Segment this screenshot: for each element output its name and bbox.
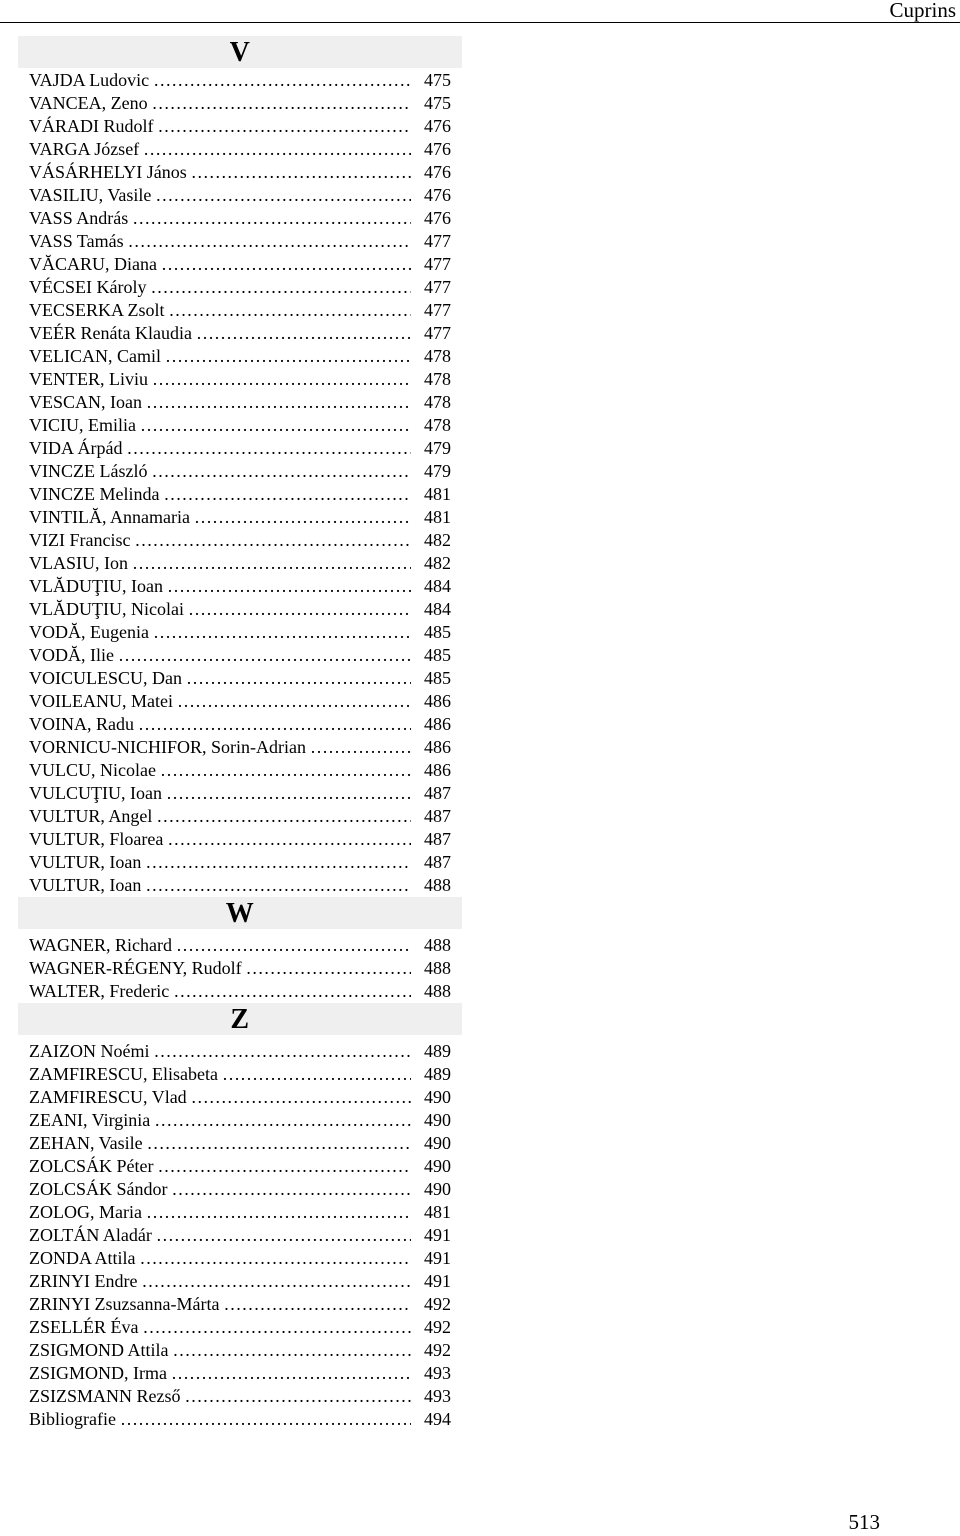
toc-entry-name: VÁSÁRHELYI János — [29, 162, 187, 182]
page-number: 513 — [848, 1510, 880, 1534]
toc-entry-name: VASS Tamás — [29, 231, 124, 251]
dot-leader — [187, 161, 411, 184]
toc-entry-name: ZSIZSMANN Rezső — [29, 1386, 181, 1406]
dot-leader — [157, 253, 411, 276]
toc-entry-page: 489 — [424, 1041, 451, 1061]
toc-entry-page: 485 — [424, 668, 451, 688]
toc-entry-name: VIDA Árpád — [29, 438, 123, 458]
toc-entry-page: 476 — [424, 162, 451, 182]
toc-entry-name: WAGNER, Richard — [29, 935, 172, 955]
toc-entry[interactable] — [18, 874, 462, 897]
dot-leader — [137, 1270, 411, 1293]
dot-leader — [165, 299, 411, 322]
toc-entry-name: VULTUR, Ioan — [29, 852, 142, 872]
section-letter-heading: W — [18, 897, 462, 929]
dot-leader — [163, 828, 411, 851]
toc-entry-page: 484 — [424, 576, 451, 596]
toc-entry[interactable] — [18, 1293, 462, 1316]
dot-leader — [162, 782, 411, 805]
dot-leader — [173, 690, 411, 713]
toc-entry-name: ZOLOG, Maria — [29, 1202, 142, 1222]
toc-entry[interactable] — [18, 69, 462, 92]
toc-entry[interactable] — [18, 1316, 462, 1339]
dot-leader — [152, 1224, 411, 1247]
dot-leader — [156, 759, 411, 782]
dot-leader — [159, 483, 411, 506]
toc-entry[interactable] — [18, 851, 462, 874]
toc-entry-name: ZSELLÉR Éva — [29, 1317, 139, 1337]
toc-entry[interactable] — [18, 322, 462, 345]
toc-entry-page: 485 — [424, 622, 451, 642]
dot-leader — [116, 1408, 411, 1431]
dot-leader — [154, 1155, 412, 1178]
toc-entry[interactable] — [18, 276, 462, 299]
toc-entry[interactable] — [18, 1339, 462, 1362]
toc-entry-page: 476 — [424, 208, 451, 228]
dot-leader — [136, 1247, 412, 1270]
dot-leader — [169, 1339, 412, 1362]
toc-entry[interactable] — [18, 759, 462, 782]
toc-entry-name: VELICAN, Camil — [29, 346, 161, 366]
toc-entry[interactable] — [18, 253, 462, 276]
dot-leader — [219, 1293, 411, 1316]
toc-entry[interactable] — [18, 934, 462, 957]
toc-entry[interactable] — [18, 575, 462, 598]
toc-entry[interactable] — [18, 957, 462, 980]
dot-leader — [184, 598, 411, 621]
toc-entry-page: 476 — [424, 116, 451, 136]
toc-entry[interactable] — [18, 437, 462, 460]
dot-leader — [306, 736, 411, 759]
toc-entry-page: 492 — [424, 1294, 451, 1314]
toc-entry[interactable] — [18, 345, 462, 368]
toc-entry-name: ZOLCSÁK Sándor — [29, 1179, 168, 1199]
toc-entry-name: ZRINYI Zsuzsanna-Márta — [29, 1294, 220, 1314]
toc-entry-name: VORNICU-NICHIFOR, Sorin-Adrian — [29, 737, 306, 757]
toc-entry-name: VINTILĂ, Annamaria — [29, 507, 190, 527]
dot-leader — [130, 529, 411, 552]
toc-entry-page: 487 — [424, 783, 451, 803]
dot-leader — [167, 1362, 411, 1385]
toc-entry-name: VANCEA, Zeno — [29, 93, 148, 113]
toc-entry-name: VARGA József — [29, 139, 140, 159]
toc-entry-page: 489 — [424, 1064, 451, 1084]
toc-entry[interactable] — [18, 230, 462, 253]
toc-entry-name: ZRINYI Endre — [29, 1271, 138, 1291]
toc-entry[interactable] — [18, 207, 462, 230]
toc-entry-name: VÉCSEI Károly — [29, 277, 147, 297]
dot-leader — [124, 230, 411, 253]
dot-leader — [152, 805, 411, 828]
page-header-title: Cuprins — [889, 0, 956, 22]
dot-leader — [242, 957, 411, 980]
toc-entry-name: ZAMFIRESCU, Elisabeta — [29, 1064, 218, 1084]
toc-entry-page: 490 — [424, 1087, 451, 1107]
toc-entry[interactable] — [18, 667, 462, 690]
dot-leader — [138, 1316, 411, 1339]
toc-entry[interactable] — [18, 115, 462, 138]
toc-entry-name: VAJDA Ludovic — [29, 70, 150, 90]
toc-entry-name: WALTER, Frederic — [29, 981, 170, 1001]
toc-entry-page: 492 — [424, 1340, 451, 1360]
toc-entry-page: 476 — [424, 139, 451, 159]
toc-entry-page: 477 — [424, 254, 451, 274]
toc-entry-name: VLĂDUŢIU, Nicolai — [29, 599, 184, 619]
toc-entry[interactable] — [18, 299, 462, 322]
toc-entry-page: 481 — [424, 1202, 451, 1222]
toc-entry-page: 478 — [424, 392, 451, 412]
section-letter-heading: Z — [18, 1003, 462, 1035]
dot-leader — [122, 437, 411, 460]
dot-leader — [146, 276, 411, 299]
toc-entry-page: 490 — [424, 1110, 451, 1130]
toc-entry[interactable] — [18, 980, 462, 1003]
toc-entry-name: VIZI Francisc — [29, 530, 131, 550]
toc-entry[interactable] — [18, 92, 462, 115]
toc-entry-page: 478 — [424, 346, 451, 366]
toc-entry-page: 493 — [424, 1386, 451, 1406]
toc-entry-name: VOINA, Radu — [29, 714, 134, 734]
toc-entry[interactable] — [18, 1109, 462, 1132]
toc-entry[interactable] — [18, 1201, 462, 1224]
dot-leader — [190, 506, 411, 529]
toc-entry[interactable] — [18, 414, 462, 437]
toc-entry[interactable] — [18, 1155, 462, 1178]
toc-entry[interactable] — [18, 805, 462, 828]
dot-leader — [218, 1063, 411, 1086]
toc-entry[interactable] — [18, 1040, 462, 1063]
dot-leader — [141, 874, 411, 897]
toc-entry-name: ZAIZON Noémi — [29, 1041, 150, 1061]
toc-entry[interactable] — [18, 391, 462, 414]
dot-leader — [136, 414, 411, 437]
toc-entry[interactable] — [18, 1224, 462, 1247]
toc-entry-name: ZSIGMOND Attila — [29, 1340, 169, 1360]
dot-leader — [143, 1132, 411, 1155]
dot-leader — [148, 92, 411, 115]
toc-entry-page: 478 — [424, 415, 451, 435]
toc-entry[interactable] — [18, 782, 462, 805]
toc-entry-page: 477 — [424, 231, 451, 251]
dot-leader — [114, 644, 411, 667]
toc-entry-name: VÁRADI Rudolf — [29, 116, 154, 136]
dot-leader — [161, 345, 411, 368]
dot-leader — [172, 934, 411, 957]
toc-entry-page: 490 — [424, 1179, 451, 1199]
dot-leader — [192, 322, 411, 345]
toc-entry[interactable] — [18, 1385, 462, 1408]
dot-leader — [142, 1201, 411, 1224]
toc-entry[interactable] — [18, 1270, 462, 1293]
toc-entry[interactable] — [18, 1086, 462, 1109]
toc-entry-name: VLASIU, Ion — [29, 553, 128, 573]
toc-entry-page: 487 — [424, 829, 451, 849]
toc-entry-name: VICIU, Emilia — [29, 415, 136, 435]
toc-entry-name: VOILEANU, Matei — [29, 691, 173, 711]
toc-entry-name: VASILIU, Vasile — [29, 185, 152, 205]
toc-entry[interactable] — [18, 483, 462, 506]
dot-leader — [168, 1178, 412, 1201]
toc-entry-page: 486 — [424, 737, 451, 757]
dot-leader — [139, 138, 411, 161]
toc-entry-name: VULTUR, Floarea — [29, 829, 164, 849]
toc-entry[interactable] — [18, 1132, 462, 1155]
toc-entry-name: VENTER, Liviu — [29, 369, 148, 389]
dot-leader — [142, 391, 411, 414]
toc-entry-page: 482 — [424, 530, 451, 550]
dot-leader — [128, 552, 411, 575]
toc-entry-page: 487 — [424, 806, 451, 826]
section-letter-heading: V — [18, 36, 462, 68]
dot-leader — [141, 851, 411, 874]
dot-leader — [128, 207, 411, 230]
toc-entry[interactable] — [18, 1178, 462, 1201]
toc-entry-name: ZOLTÁN Aladár — [29, 1225, 152, 1245]
toc-entry-page: 486 — [424, 691, 451, 711]
dot-leader — [147, 460, 411, 483]
table-of-contents — [18, 36, 462, 1431]
toc-entry[interactable] — [18, 184, 462, 207]
dot-leader — [163, 575, 411, 598]
toc-entry-page: 477 — [424, 300, 451, 320]
toc-entry[interactable] — [18, 690, 462, 713]
toc-entry-page: 488 — [424, 935, 451, 955]
toc-entry-name: VULTUR, Ioan — [29, 875, 142, 895]
toc-entry-page: 488 — [424, 875, 451, 895]
toc-entry-page: 491 — [424, 1248, 451, 1268]
toc-entry-page: 493 — [424, 1363, 451, 1383]
toc-entry-name: ZEHAN, Vasile — [29, 1133, 143, 1153]
toc-entry-name: VULCUŢIU, Ioan — [29, 783, 162, 803]
toc-entry-name: VULCU, Nicolae — [29, 760, 156, 780]
toc-entry-page: 482 — [424, 553, 451, 573]
dot-leader — [134, 713, 411, 736]
dot-leader — [148, 368, 411, 391]
toc-entry-name: ZAMFIRESCU, Vlad — [29, 1087, 187, 1107]
toc-entry-page: 481 — [424, 507, 451, 527]
toc-entry-page: 486 — [424, 760, 451, 780]
toc-entry[interactable] — [18, 1362, 462, 1385]
toc-entry-page: 475 — [424, 93, 451, 113]
toc-entry-name: VESCAN, Ioan — [29, 392, 142, 412]
toc-entry-name: ZONDA Attila — [29, 1248, 136, 1268]
toc-entry-page: 487 — [424, 852, 451, 872]
toc-entry-page: 490 — [424, 1133, 451, 1153]
toc-entry-page: 479 — [424, 461, 451, 481]
toc-entry[interactable] — [18, 598, 462, 621]
dot-leader — [187, 1086, 411, 1109]
toc-entry-page: 484 — [424, 599, 451, 619]
toc-entry-page: 492 — [424, 1317, 451, 1337]
toc-entry-name: VODĂ, Ilie — [29, 645, 114, 665]
toc-entry[interactable] — [18, 828, 462, 851]
toc-entry[interactable] — [18, 644, 462, 667]
toc-entry[interactable] — [18, 1408, 462, 1431]
toc-entry-page: 478 — [424, 369, 451, 389]
toc-entry-page: 491 — [424, 1271, 451, 1291]
toc-entry-name: WAGNER-RÉGENY, Rudolf — [29, 958, 242, 978]
toc-entry-name: ZEANI, Virginia — [29, 1110, 151, 1130]
toc-entry[interactable] — [18, 368, 462, 391]
toc-entry-page: 477 — [424, 277, 451, 297]
toc-entry-name: ZSIGMOND, Irma — [29, 1363, 167, 1383]
toc-entry-page: 477 — [424, 323, 451, 343]
dot-leader — [154, 115, 412, 138]
toc-entry-name: VĂCARU, Diana — [29, 254, 157, 274]
toc-entry[interactable] — [18, 552, 462, 575]
toc-entry[interactable] — [18, 529, 462, 552]
toc-entry[interactable] — [18, 1063, 462, 1086]
toc-entry[interactable] — [18, 460, 462, 483]
toc-entry[interactable] — [18, 1247, 462, 1270]
toc-entry-page: 479 — [424, 438, 451, 458]
dot-leader — [149, 69, 411, 92]
toc-entry-page: 486 — [424, 714, 451, 734]
toc-entry-name: VOICULESCU, Dan — [29, 668, 182, 688]
dot-leader — [150, 1109, 411, 1132]
toc-entry-name: VODĂ, Eugenia — [29, 622, 149, 642]
toc-entry-name: Bibliografie — [29, 1409, 116, 1429]
toc-entry-page: 481 — [424, 484, 451, 504]
toc-entry[interactable] — [18, 736, 462, 759]
toc-entry[interactable] — [18, 713, 462, 736]
toc-entry-page: 475 — [424, 70, 451, 90]
toc-entry[interactable] — [18, 138, 462, 161]
toc-entry-page: 485 — [424, 645, 451, 665]
toc-entry-page: 476 — [424, 185, 451, 205]
dot-leader — [181, 1385, 412, 1408]
dot-leader — [149, 621, 411, 644]
toc-entry-page: 494 — [424, 1409, 451, 1429]
toc-entry-page: 490 — [424, 1156, 451, 1176]
toc-entry-name: ZOLCSÁK Péter — [29, 1156, 154, 1176]
dot-leader — [182, 667, 411, 690]
toc-entry-name: VLĂDUŢIU, Ioan — [29, 576, 163, 596]
dot-leader — [149, 1040, 411, 1063]
dot-leader — [169, 980, 411, 1003]
toc-entry-page: 488 — [424, 981, 451, 1001]
toc-entry-name: VULTUR, Angel — [29, 806, 153, 826]
dot-leader — [151, 184, 411, 207]
toc-entry-page: 491 — [424, 1225, 451, 1245]
toc-entry-name: VEÉR Renáta Klaudia — [29, 323, 192, 343]
toc-entry-name: VECSERKA Zsolt — [29, 300, 165, 320]
header-divider — [0, 22, 960, 23]
toc-entry-page: 488 — [424, 958, 451, 978]
toc-entry[interactable] — [18, 621, 462, 644]
toc-entry-name: VINCZE László — [29, 461, 148, 481]
toc-entry[interactable] — [18, 161, 462, 184]
toc-entry[interactable] — [18, 506, 462, 529]
toc-entry-name: VASS András — [29, 208, 129, 228]
toc-entry-name: VINCZE Melinda — [29, 484, 160, 504]
